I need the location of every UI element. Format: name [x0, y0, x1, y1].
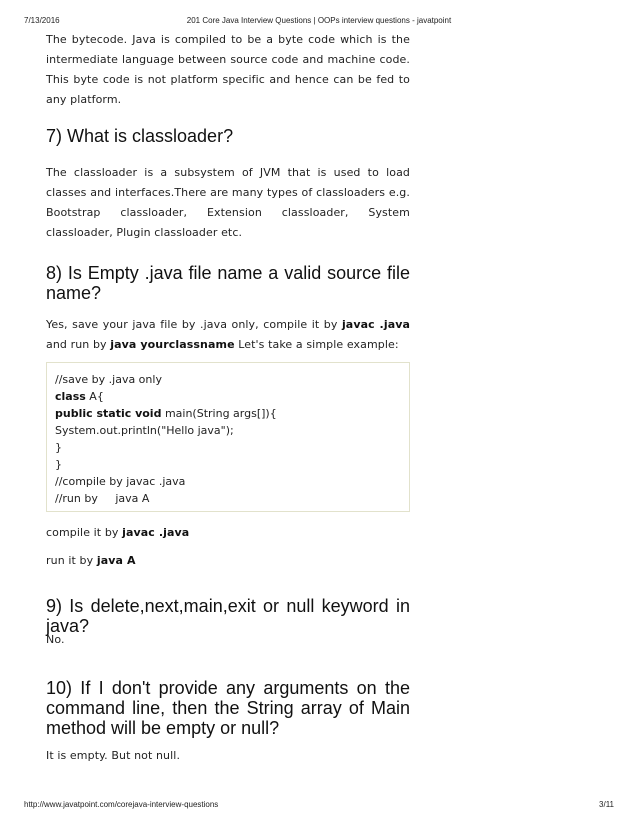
code-line: //save by .java only [55, 373, 162, 386]
code-example-box [46, 362, 410, 512]
run-command: java A [96, 554, 136, 567]
code-line: System.out.println("Hello java"); [55, 424, 234, 437]
heading-text: 10) If I don't provide any arguments on the command line, then the String array of Main method will be empty or null? [46, 678, 410, 738]
question-10-heading [46, 678, 410, 738]
compile-text [46, 523, 410, 543]
intro-text: The bytecode. Java is compiled to be a byte code which is the intermediate language between source code and machine code. This byte code is not platform specific and hence can be fed to any platform. [46, 33, 410, 106]
code-keyword: class [55, 390, 86, 403]
code-line [55, 405, 409, 422]
answer-post: Let's take a simple example: [234, 338, 399, 351]
code-text: main(String args[]){ [161, 407, 277, 420]
answer-pre: Yes, save your java file by .java only, compile it by [46, 318, 342, 331]
code-keyword: public static void [55, 407, 162, 420]
code-line: } [55, 458, 62, 471]
answer-mid: and run by [46, 338, 111, 351]
compile-command: javac .java [122, 526, 190, 539]
answer-text [46, 315, 410, 355]
intro-paragraph [46, 30, 410, 110]
question-8-heading [46, 263, 410, 303]
answer-text: It is empty. But not null. [46, 749, 181, 762]
run-text [46, 551, 410, 571]
question-10-answer [46, 746, 410, 766]
code-line: } [55, 441, 62, 454]
heading-text: 8) Is Empty .java file name a valid source file name? [46, 263, 410, 303]
code-line [55, 388, 409, 405]
javac-command: javac .java [341, 318, 411, 331]
question-8-answer [46, 315, 410, 355]
code-line: //run by java A [55, 492, 150, 505]
page-number: 3/11 [599, 800, 614, 809]
print-date: 7/13/2016 [24, 16, 60, 25]
heading-text: 9) Is delete,next,main,exit or null keyword in java? [46, 596, 410, 636]
print-url: http://www.javatpoint.com/corejava-interview-questions [24, 800, 219, 809]
java-command: java yourclassname [110, 338, 235, 351]
question-7-answer [46, 163, 410, 243]
code-text: A{ [85, 390, 104, 403]
compile-pre: compile it by [46, 526, 123, 539]
run-instruction [46, 551, 410, 571]
code-line: //compile by javac .java [55, 475, 186, 488]
print-page-title: 201 Core Java Interview Questions | OOPs interview questions - javatpoint [186, 16, 452, 25]
answer-text: No. [46, 633, 65, 646]
question-9-answer [46, 630, 410, 650]
heading-text: 7) What is classloader? [46, 126, 234, 146]
question-7-heading [46, 126, 410, 146]
answer-text: The classloader is a subsystem of JVM that is used to load classes and interfaces.There are many types of classloaders e.g. Bootstrap classloader, Extension classloader, System classloader, Plugin classloader etc. [46, 166, 410, 239]
run-pre: run it by [46, 554, 97, 567]
compile-instruction [46, 523, 410, 543]
